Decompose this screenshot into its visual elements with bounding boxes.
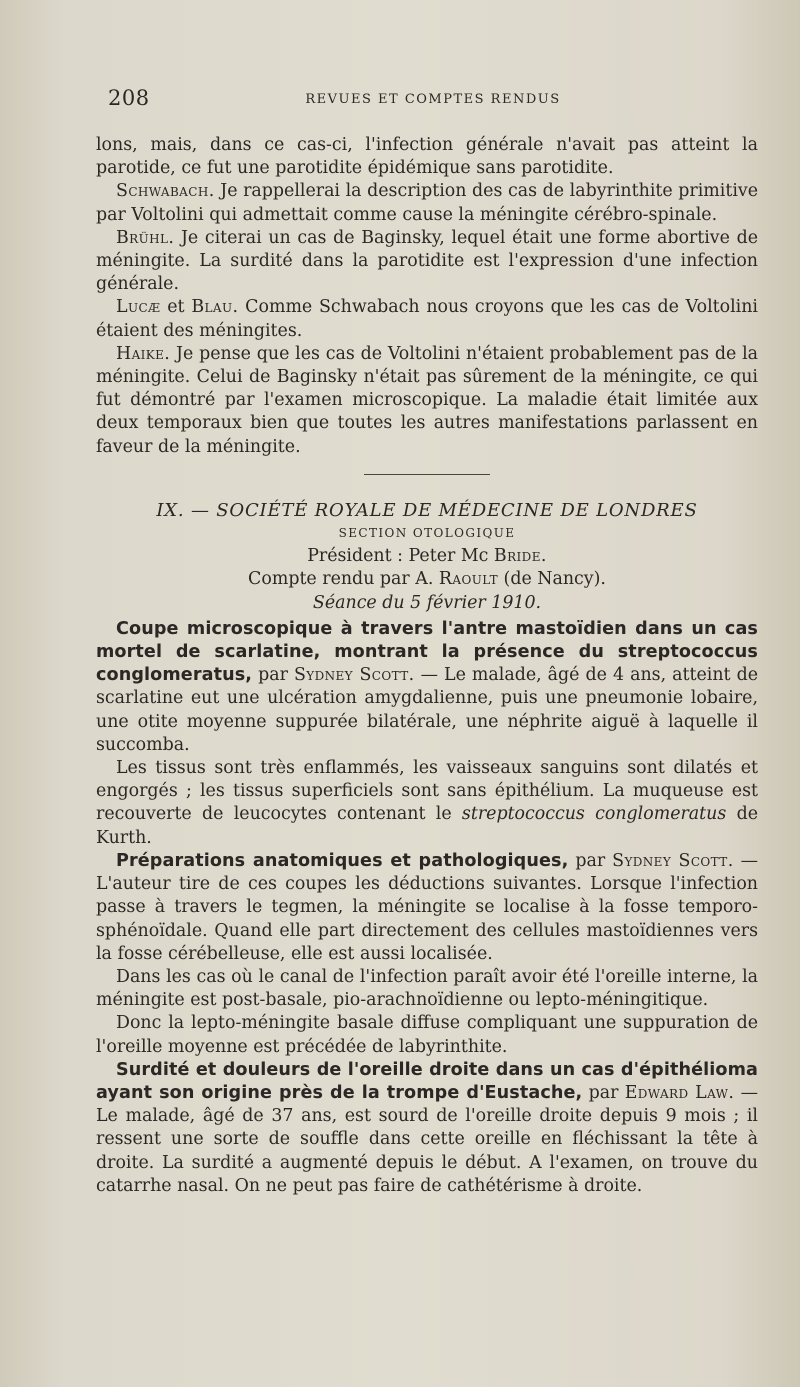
article-1-text: — Le malade, âgé de 4 ans, atteint de scarlatine eut une ulcération amygdalienne, puis une pneumonie lobaire, une otite moyenne suppurée bilatérale, une néphrite aiguë à laquelle il succomba. [96,665,759,755]
article-3-by: par [582,1082,625,1103]
paragraph-bruhl [96,227,758,297]
article-2-text: — L'auteur tire de ces coupes les déductions suivantes. Lorsque l'infection passe à travers le tegmen, la méningite se localise à la fosse temporo-sphénoïdale. Quand elle part directement des cellules mastoïdiennes vers la fosse cérébelleuse, elle est aussi localisée. [96,850,758,964]
article-1-author: Sydney Scott. [293,665,415,686]
paragraph-lucae-blau [96,296,758,342]
article-1-by: par [252,665,294,686]
report-name: Raoult [438,569,498,590]
report-label: Compte rendu par A. [248,569,439,590]
speaker-name: Schwabach. [116,181,215,202]
section-session: Séance du 5 février 1910. [312,592,542,613]
article-2-lead [96,850,758,966]
paragraph-text: Je rappellerai la description des cas de labyrinthite primitive par Voltolini qui admettait comme cause la méningite cérébro-spinale. [96,181,758,225]
president-name: Bride. [493,546,547,567]
article-3-author: Edward Law. [624,1082,735,1103]
article-1-paragraph-2 [96,757,758,850]
speaker-name: Lucæ [116,297,161,318]
section-title: IX. — SOCIÉTÉ ROYALE DE MÉDECINE DE LONDRES [156,499,698,521]
article-3-lead [96,1059,758,1198]
article-1-species: streptococcus conglomeratus [461,804,727,825]
article-2-author: Sydney Scott. [612,850,734,871]
speaker-joiner: et [160,297,192,318]
paragraph-haike [96,343,758,459]
paragraph-text: Je citerai un cas de Baginsky, lequel était une forme abortive de méningite. La surdité dans la parotidite est l'expression d'une infection générale. [96,227,758,295]
section-president [96,545,758,568]
article-2-title: Préparations anatomiques et pathologiques, [116,850,569,871]
page-number: 208 [108,86,150,110]
section-subtitle: SECTION OTOLOGIQUE [338,526,516,541]
running-head: REVUES ET COMPTES RENDUS [305,92,561,107]
paragraph-text: Comme Schwabach nous croyons que les cas de Voltolini étaient des méningites. [96,297,758,341]
president-label: Président : Peter Mc [307,546,494,567]
article-3-text: — Le malade, âgé de 37 ans, est sourd de l'oreille droite depuis 9 mois ; il ressent une sorte de souffle dans cette oreille en fléchissant la tête à droite. La surdité a augmenté depuis le début. A l'examen, on trouve du catarrhe nasal. On ne peut pas faire de cathétérisme à droite. [96,1082,758,1196]
article-2-by: par [568,850,613,871]
speaker-name: Haike. [116,343,171,364]
article-1-lead [96,618,758,757]
paragraph-text: Je pense que les cas de Voltolini n'étaient probablement pas de la méningite. Celui de Baginsky n'était pas sûrement de la méningite, ce qui fut démontré par l'examen microscopique. La maladie était limitée aux deux temporaux bien que toutes les autres manifestations parlassent en faveur de la méningite. [96,343,758,457]
speaker-name-2: Blau. [191,297,239,318]
section-report [96,568,758,591]
article-1-p2-text: Les tissus sont très enflammés, les vaisseaux sanguins sont dilatés et engorgés ; les tissus superficiels sont sans épithélium. La muqueuse est recouverte de leucocytes contenant le [96,758,758,825]
article-2-paragraph-3: Donc la lepto-méningite basale diffuse compliquant une suppuration de l'oreille moyenne est précédée de labyrinthite. [96,1013,758,1057]
article-1-p2-end: de Kurth. [96,804,759,848]
page-header [108,86,758,112]
article-2-paragraph-2: Dans les cas où le canal de l'infection paraît avoir été l'oreille interne, la méningite est post-basale, pio-arachnoïdienne ou lepto-méningitique. [96,966,758,1011]
article-3-title: Surdité et douleurs de l'oreille droite dans un cas d'épithélioma ayant son origine près de la trompe d'Eustache, [96,1059,758,1103]
page-body [96,134,758,1198]
paragraph-text: lons, mais, dans ce cas-ci, l'infection générale n'avait pas atteint la parotide, ce fut une parotidite épidémique sans parotidite. [96,135,758,179]
speaker-name: Brühl. [116,227,175,248]
section-divider [364,474,490,475]
paragraph-schwabach [96,180,758,226]
article-1-title: Coupe microscopique à travers l'antre mastoïdien dans un cas mortel de scarlatine, montrant la présence du streptococcus conglomeratus, [96,618,758,686]
paragraph-continuation [96,134,758,180]
report-place: (de Nancy). [498,569,606,590]
